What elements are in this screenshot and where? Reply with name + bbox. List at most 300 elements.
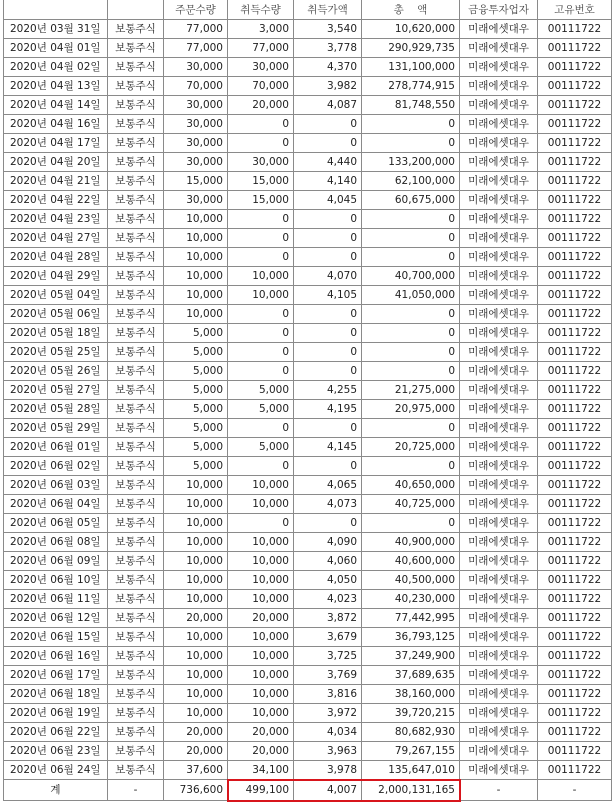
cell-type: 보통주식 (108, 172, 164, 191)
cell-order-qty: 10,000 (164, 495, 228, 514)
cell-id: 00111722 (538, 324, 612, 343)
cell-acq-price: 3,540 (294, 20, 362, 39)
cell-broker: 미래에셋대우 (460, 286, 538, 305)
cell-acq-price: 3,978 (294, 761, 362, 780)
cell-broker: 미래에셋대우 (460, 172, 538, 191)
cell-broker: 미래에셋대우 (460, 191, 538, 210)
cell-date: 2020년 06월 04일 (4, 495, 108, 514)
table-row (4, 267, 612, 286)
table-row (4, 362, 612, 381)
cell-acq-price: 0 (294, 229, 362, 248)
acquisition-table (3, 0, 612, 801)
cell-date: 2020년 05월 04일 (4, 286, 108, 305)
table-row (4, 134, 612, 153)
cell-type: 보통주식 (108, 571, 164, 590)
cell-acq-price: 3,963 (294, 742, 362, 761)
cell-amount: 20,975,000 (362, 400, 460, 419)
table-row (4, 533, 612, 552)
cell-amount: 0 (362, 457, 460, 476)
cell-amount: 40,725,000 (362, 495, 460, 514)
cell-type: 보통주식 (108, 153, 164, 172)
cell-type: 보통주식 (108, 324, 164, 343)
cell-id: 00111722 (538, 115, 612, 134)
cell-acq-price: 4,060 (294, 552, 362, 571)
cell-amount: 40,650,000 (362, 476, 460, 495)
cell-date: 2020년 04월 27일 (4, 229, 108, 248)
cell-order-qty: 30,000 (164, 115, 228, 134)
cell-acq-price: 4,370 (294, 58, 362, 77)
cell-order-qty: 20,000 (164, 609, 228, 628)
cell-date: 2020년 04월 20일 (4, 153, 108, 172)
cell-id: 00111722 (538, 362, 612, 381)
cell-order-qty: 10,000 (164, 514, 228, 533)
cell-acq-qty: 0 (228, 419, 294, 438)
cell-date: 2020년 06월 24일 (4, 761, 108, 780)
table-row (4, 419, 612, 438)
cell-order-qty: 10,000 (164, 552, 228, 571)
cell-id: 00111722 (538, 761, 612, 780)
cell-amount: 131,100,000 (362, 58, 460, 77)
cell-date: 2020년 05월 26일 (4, 362, 108, 381)
cell-acq-qty: 10,000 (228, 666, 294, 685)
cell-id: 00111722 (538, 514, 612, 533)
cell-order-qty: 10,000 (164, 229, 228, 248)
table-row (4, 115, 612, 134)
cell-order-qty: 5,000 (164, 400, 228, 419)
cell-acq-price: 3,769 (294, 666, 362, 685)
cell-date: 2020년 06월 17일 (4, 666, 108, 685)
cell-order-qty: 20,000 (164, 742, 228, 761)
total-acq-qty: 499,100 (228, 780, 294, 801)
cell-id: 00111722 (538, 419, 612, 438)
cell-date: 2020년 06월 05일 (4, 514, 108, 533)
table-row (4, 400, 612, 419)
cell-acq-qty: 15,000 (228, 191, 294, 210)
cell-type: 보통주식 (108, 248, 164, 267)
cell-order-qty: 10,000 (164, 685, 228, 704)
cell-acq-qty: 0 (228, 343, 294, 362)
cell-date: 2020년 06월 09일 (4, 552, 108, 571)
cell-id: 00111722 (538, 210, 612, 229)
cell-broker: 미래에셋대우 (460, 229, 538, 248)
table-row (4, 552, 612, 571)
cell-acq-price: 3,816 (294, 685, 362, 704)
cell-id: 00111722 (538, 248, 612, 267)
total-row (4, 780, 612, 801)
cell-broker: 미래에셋대우 (460, 666, 538, 685)
cell-id: 00111722 (538, 742, 612, 761)
cell-date: 2020년 06월 08일 (4, 533, 108, 552)
total-id: - (538, 780, 612, 801)
cell-acq-price: 0 (294, 248, 362, 267)
cell-acq-qty: 10,000 (228, 571, 294, 590)
cell-date: 2020년 06월 15일 (4, 628, 108, 647)
cell-order-qty: 20,000 (164, 723, 228, 742)
table-row (4, 229, 612, 248)
cell-amount: 10,620,000 (362, 20, 460, 39)
cell-type: 보통주식 (108, 381, 164, 400)
cell-order-qty: 5,000 (164, 438, 228, 457)
cell-id: 00111722 (538, 533, 612, 552)
cell-acq-qty: 0 (228, 229, 294, 248)
cell-broker: 미래에셋대우 (460, 761, 538, 780)
cell-id: 00111722 (538, 400, 612, 419)
total-acq-price: 4,007 (294, 780, 362, 801)
cell-date: 2020년 05월 25일 (4, 343, 108, 362)
cell-amount: 0 (362, 343, 460, 362)
cell-order-qty: 10,000 (164, 704, 228, 723)
cell-acq-price: 3,778 (294, 39, 362, 58)
cell-amount: 0 (362, 419, 460, 438)
table-row (4, 514, 612, 533)
cell-id: 00111722 (538, 495, 612, 514)
cell-acq-qty: 0 (228, 305, 294, 324)
cell-type: 보통주식 (108, 457, 164, 476)
cell-broker: 미래에셋대우 (460, 628, 538, 647)
cell-amount: 0 (362, 248, 460, 267)
cell-order-qty: 77,000 (164, 39, 228, 58)
cell-acq-qty: 0 (228, 115, 294, 134)
cell-acq-qty: 20,000 (228, 723, 294, 742)
table-row (4, 210, 612, 229)
cell-order-qty: 5,000 (164, 362, 228, 381)
table-row (4, 39, 612, 58)
cell-acq-qty: 10,000 (228, 704, 294, 723)
cell-broker: 미래에셋대우 (460, 39, 538, 58)
table-row (4, 172, 612, 191)
cell-order-qty: 10,000 (164, 286, 228, 305)
cell-acq-qty: 10,000 (228, 552, 294, 571)
table-row (4, 685, 612, 704)
total-label: 계 (4, 780, 108, 801)
cell-broker: 미래에셋대우 (460, 58, 538, 77)
cell-acq-price: 3,725 (294, 647, 362, 666)
cell-date: 2020년 06월 23일 (4, 742, 108, 761)
cell-broker: 미래에셋대우 (460, 419, 538, 438)
cell-amount: 0 (362, 229, 460, 248)
cell-type: 보통주식 (108, 533, 164, 552)
cell-acq-price: 4,073 (294, 495, 362, 514)
cell-broker: 미래에셋대우 (460, 305, 538, 324)
cell-id: 00111722 (538, 58, 612, 77)
cell-amount: 0 (362, 514, 460, 533)
cell-broker: 미래에셋대우 (460, 704, 538, 723)
cell-order-qty: 10,000 (164, 210, 228, 229)
cell-acq-qty: 30,000 (228, 153, 294, 172)
cell-order-qty: 10,000 (164, 476, 228, 495)
cell-id: 00111722 (538, 723, 612, 742)
header-date (4, 0, 108, 20)
cell-type: 보통주식 (108, 552, 164, 571)
cell-amount: 77,442,995 (362, 609, 460, 628)
cell-type: 보통주식 (108, 77, 164, 96)
cell-type: 보통주식 (108, 210, 164, 229)
cell-acq-price: 4,255 (294, 381, 362, 400)
cell-id: 00111722 (538, 229, 612, 248)
cell-type: 보통주식 (108, 685, 164, 704)
cell-type: 보통주식 (108, 286, 164, 305)
cell-broker: 미래에셋대우 (460, 134, 538, 153)
cell-acq-qty: 10,000 (228, 476, 294, 495)
cell-acq-qty: 3,000 (228, 20, 294, 39)
cell-acq-qty: 20,000 (228, 742, 294, 761)
cell-acq-price: 0 (294, 115, 362, 134)
cell-amount: 62,100,000 (362, 172, 460, 191)
table-row (4, 286, 612, 305)
cell-order-qty: 30,000 (164, 96, 228, 115)
cell-acq-price: 4,090 (294, 533, 362, 552)
cell-type: 보통주식 (108, 400, 164, 419)
cell-amount: 20,725,000 (362, 438, 460, 457)
cell-type: 보통주식 (108, 267, 164, 286)
table-row (4, 20, 612, 39)
cell-acq-price: 4,087 (294, 96, 362, 115)
cell-amount: 40,230,000 (362, 590, 460, 609)
cell-order-qty: 10,000 (164, 666, 228, 685)
cell-broker: 미래에셋대우 (460, 324, 538, 343)
cell-order-qty: 10,000 (164, 267, 228, 286)
cell-amount: 40,700,000 (362, 267, 460, 286)
cell-date: 2020년 04월 29일 (4, 267, 108, 286)
cell-amount: 278,774,915 (362, 77, 460, 96)
cell-order-qty: 30,000 (164, 58, 228, 77)
cell-id: 00111722 (538, 305, 612, 324)
cell-acq-price: 0 (294, 362, 362, 381)
cell-date: 2020년 06월 16일 (4, 647, 108, 666)
cell-date: 2020년 04월 21일 (4, 172, 108, 191)
cell-amount: 0 (362, 134, 460, 153)
cell-acq-price: 4,050 (294, 571, 362, 590)
cell-type: 보통주식 (108, 666, 164, 685)
table-row (4, 742, 612, 761)
cell-acq-price: 3,972 (294, 704, 362, 723)
cell-amount: 290,929,735 (362, 39, 460, 58)
cell-broker: 미래에셋대우 (460, 723, 538, 742)
cell-id: 00111722 (538, 571, 612, 590)
cell-type: 보통주식 (108, 115, 164, 134)
cell-amount: 0 (362, 115, 460, 134)
cell-order-qty: 37,600 (164, 761, 228, 780)
cell-type: 보통주식 (108, 495, 164, 514)
cell-acq-price: 4,065 (294, 476, 362, 495)
table-row (4, 666, 612, 685)
cell-amount: 21,275,000 (362, 381, 460, 400)
cell-broker: 미래에셋대우 (460, 96, 538, 115)
table-row (4, 324, 612, 343)
table-row (4, 647, 612, 666)
table-row (4, 723, 612, 742)
cell-broker: 미래에셋대우 (460, 400, 538, 419)
total-amount: 2,000,131,165 (362, 780, 460, 801)
cell-acq-qty: 0 (228, 362, 294, 381)
cell-type: 보통주식 (108, 742, 164, 761)
cell-type: 보통주식 (108, 39, 164, 58)
cell-broker: 미래에셋대우 (460, 685, 538, 704)
cell-broker: 미래에셋대우 (460, 647, 538, 666)
cell-amount: 79,267,155 (362, 742, 460, 761)
cell-order-qty: 10,000 (164, 590, 228, 609)
cell-date: 2020년 06월 19일 (4, 704, 108, 723)
cell-acq-price: 0 (294, 305, 362, 324)
cell-date: 2020년 05월 18일 (4, 324, 108, 343)
table-row (4, 96, 612, 115)
cell-type: 보통주식 (108, 609, 164, 628)
table-row (4, 704, 612, 723)
table-row (4, 191, 612, 210)
cell-acq-qty: 15,000 (228, 172, 294, 191)
cell-amount: 0 (362, 210, 460, 229)
cell-date: 2020년 04월 28일 (4, 248, 108, 267)
cell-type: 보통주식 (108, 723, 164, 742)
cell-type: 보통주식 (108, 343, 164, 362)
cell-broker: 미래에셋대우 (460, 343, 538, 362)
cell-id: 00111722 (538, 134, 612, 153)
cell-id: 00111722 (538, 191, 612, 210)
cell-order-qty: 15,000 (164, 172, 228, 191)
cell-acq-price: 0 (294, 457, 362, 476)
cell-broker: 미래에셋대우 (460, 590, 538, 609)
cell-order-qty: 77,000 (164, 20, 228, 39)
cell-id: 00111722 (538, 39, 612, 58)
header-type (108, 0, 164, 20)
cell-acq-qty: 0 (228, 210, 294, 229)
cell-broker: 미래에셋대우 (460, 248, 538, 267)
header-id: 고유번호 (538, 0, 612, 20)
cell-id: 00111722 (538, 153, 612, 172)
cell-order-qty: 10,000 (164, 628, 228, 647)
cell-type: 보통주식 (108, 761, 164, 780)
cell-order-qty: 10,000 (164, 305, 228, 324)
cell-broker: 미래에셋대우 (460, 210, 538, 229)
cell-acq-price: 0 (294, 324, 362, 343)
cell-broker: 미래에셋대우 (460, 533, 538, 552)
cell-date: 2020년 03월 31일 (4, 20, 108, 39)
cell-type: 보통주식 (108, 134, 164, 153)
cell-amount: 80,682,930 (362, 723, 460, 742)
cell-acq-price: 3,872 (294, 609, 362, 628)
table-row (4, 438, 612, 457)
table-row (4, 590, 612, 609)
cell-id: 00111722 (538, 343, 612, 362)
table-row (4, 248, 612, 267)
cell-date: 2020년 06월 22일 (4, 723, 108, 742)
cell-id: 00111722 (538, 77, 612, 96)
cell-type: 보통주식 (108, 647, 164, 666)
cell-acq-qty: 5,000 (228, 400, 294, 419)
cell-amount: 135,647,010 (362, 761, 460, 780)
cell-acq-price: 4,023 (294, 590, 362, 609)
cell-acq-price: 4,070 (294, 267, 362, 286)
cell-date: 2020년 06월 11일 (4, 590, 108, 609)
cell-amount: 133,200,000 (362, 153, 460, 172)
cell-acq-price: 3,982 (294, 77, 362, 96)
cell-amount: 40,900,000 (362, 533, 460, 552)
cell-type: 보통주식 (108, 229, 164, 248)
table-row (4, 571, 612, 590)
cell-type: 보통주식 (108, 438, 164, 457)
cell-date: 2020년 06월 18일 (4, 685, 108, 704)
cell-acq-qty: 70,000 (228, 77, 294, 96)
cell-date: 2020년 04월 23일 (4, 210, 108, 229)
cell-id: 00111722 (538, 552, 612, 571)
table-row (4, 305, 612, 324)
cell-order-qty: 10,000 (164, 647, 228, 666)
cell-acq-qty: 5,000 (228, 438, 294, 457)
cell-acq-price: 0 (294, 343, 362, 362)
cell-broker: 미래에셋대우 (460, 457, 538, 476)
cell-date: 2020년 04월 16일 (4, 115, 108, 134)
table-row (4, 153, 612, 172)
cell-order-qty: 5,000 (164, 457, 228, 476)
cell-amount: 0 (362, 305, 460, 324)
total-broker: - (460, 780, 538, 801)
cell-amount: 81,748,550 (362, 96, 460, 115)
table-row (4, 58, 612, 77)
cell-id: 00111722 (538, 590, 612, 609)
cell-type: 보통주식 (108, 704, 164, 723)
header-acq-price: 취득가액 (294, 0, 362, 20)
table-row (4, 381, 612, 400)
cell-date: 2020년 06월 12일 (4, 609, 108, 628)
cell-broker: 미래에셋대우 (460, 609, 538, 628)
cell-acq-qty: 34,100 (228, 761, 294, 780)
cell-amount: 60,675,000 (362, 191, 460, 210)
header-row (4, 0, 612, 20)
cell-acq-qty: 0 (228, 248, 294, 267)
cell-id: 00111722 (538, 286, 612, 305)
cell-id: 00111722 (538, 20, 612, 39)
header-acq-qty: 취득수량 (228, 0, 294, 20)
cell-date: 2020년 05월 06일 (4, 305, 108, 324)
cell-date: 2020년 06월 01일 (4, 438, 108, 457)
cell-broker: 미래에셋대우 (460, 115, 538, 134)
cell-acq-qty: 0 (228, 324, 294, 343)
cell-acq-qty: 77,000 (228, 39, 294, 58)
table-row (4, 77, 612, 96)
cell-date: 2020년 06월 02일 (4, 457, 108, 476)
cell-order-qty: 30,000 (164, 191, 228, 210)
cell-amount: 0 (362, 324, 460, 343)
table-row (4, 609, 612, 628)
cell-acq-qty: 0 (228, 457, 294, 476)
cell-acq-price: 4,140 (294, 172, 362, 191)
header-broker: 금융투자업자 (460, 0, 538, 20)
cell-broker: 미래에셋대우 (460, 476, 538, 495)
cell-id: 00111722 (538, 628, 612, 647)
cell-acq-price: 4,440 (294, 153, 362, 172)
cell-acq-qty: 0 (228, 514, 294, 533)
cell-amount: 40,500,000 (362, 571, 460, 590)
cell-broker: 미래에셋대우 (460, 77, 538, 96)
cell-id: 00111722 (538, 666, 612, 685)
cell-acq-price: 0 (294, 514, 362, 533)
cell-acq-qty: 10,000 (228, 495, 294, 514)
cell-acq-qty: 10,000 (228, 533, 294, 552)
cell-type: 보통주식 (108, 590, 164, 609)
cell-broker: 미래에셋대우 (460, 514, 538, 533)
cell-id: 00111722 (538, 381, 612, 400)
cell-type: 보통주식 (108, 362, 164, 381)
cell-type: 보통주식 (108, 419, 164, 438)
cell-date: 2020년 06월 10일 (4, 571, 108, 590)
cell-acq-price: 4,045 (294, 191, 362, 210)
cell-broker: 미래에셋대우 (460, 20, 538, 39)
cell-date: 2020년 04월 02일 (4, 58, 108, 77)
total-order-qty: 736,600 (164, 780, 228, 801)
cell-id: 00111722 (538, 457, 612, 476)
cell-acq-price: 0 (294, 210, 362, 229)
cell-date: 2020년 04월 22일 (4, 191, 108, 210)
